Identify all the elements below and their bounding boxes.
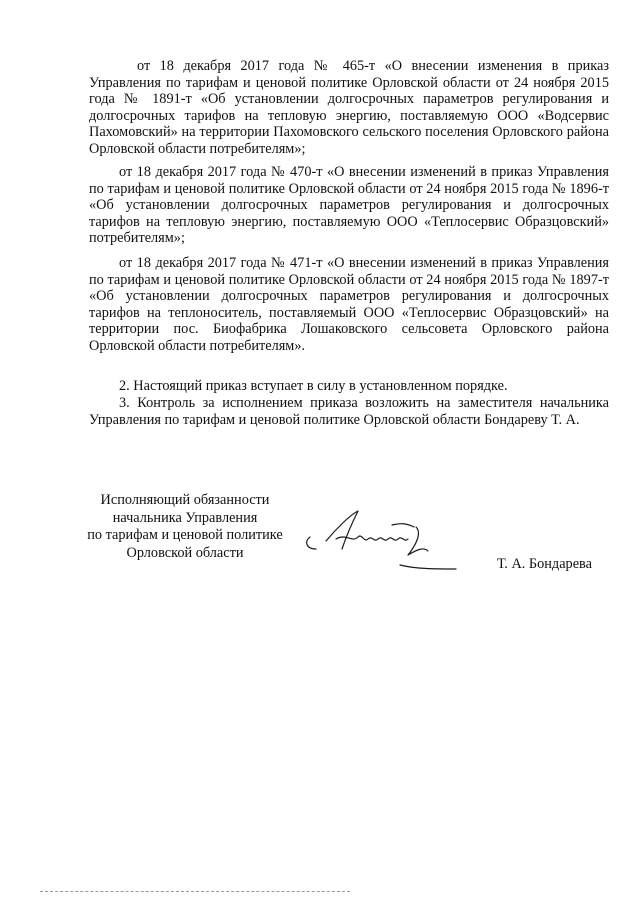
- signer-position-line: начальника Управления: [112, 509, 258, 526]
- signer-position-line: Исполняющий обязанности: [100, 492, 270, 508]
- handwritten-signature: [296, 503, 466, 583]
- signer-position-line: по тарифам и ценовой политике: [87, 527, 283, 543]
- signer-name: Т. А. Бондарева: [497, 556, 592, 572]
- paragraph-order-471: от 18 декабря 2017 года № 471-т «О внесении изменений в приказ Управления по тарифам и ценовой политике Орловской области от 24 ноября 2015 года № 1897-т «Об установлении долгосрочных параметров регулирования и долгосрочных тарифов на теплоноситель, поставляемый ООО «Теплосервис Образцовский» на территории пос. Биофабрика Лошаковского сельсовета Орловского района Орловской области потребителям».: [89, 255, 609, 354]
- paragraph-control: 3. Контроль за исполнением приказа возложить на заместителя начальника Управления по тарифам и ценовой политике Орловской области Бондареву Т. А.: [89, 395, 609, 428]
- paragraph-order-470: от 18 декабря 2017 года № 470-т «О внесении изменений в приказ Управления по тарифам и ценовой политике Орловской области от 24 ноября 2015 года № 1896-т «Об установлении долгосрочных параметров регулирования и долгосрочных тарифов на тепловую энергию, поставляемую ООО «Теплосервис Образцовский» потребителям»;: [89, 164, 609, 247]
- signer-position: [40, 492, 330, 562]
- signer-position-line: Орловской области: [126, 544, 244, 561]
- paragraph-effective-date: 2. Настоящий приказ вступает в силу в установленном порядке.: [119, 378, 508, 394]
- footer-divider: [40, 891, 350, 892]
- paragraph-order-465: от 18 декабря 2017 года № 465-т «О внесении изменения в приказ Управления по тарифам и ценовой политике Орловской области от 24 ноября 2015 года № 1891-т «Об установлении долгосрочных параметров регулирования и долгосрочных тарифов на тепловую энергию, поставляемую ООО «Водсервис Пахомовский» на территории Пахомовского сельского поселения Орловского района Орловской области потребителям»;: [89, 58, 609, 157]
